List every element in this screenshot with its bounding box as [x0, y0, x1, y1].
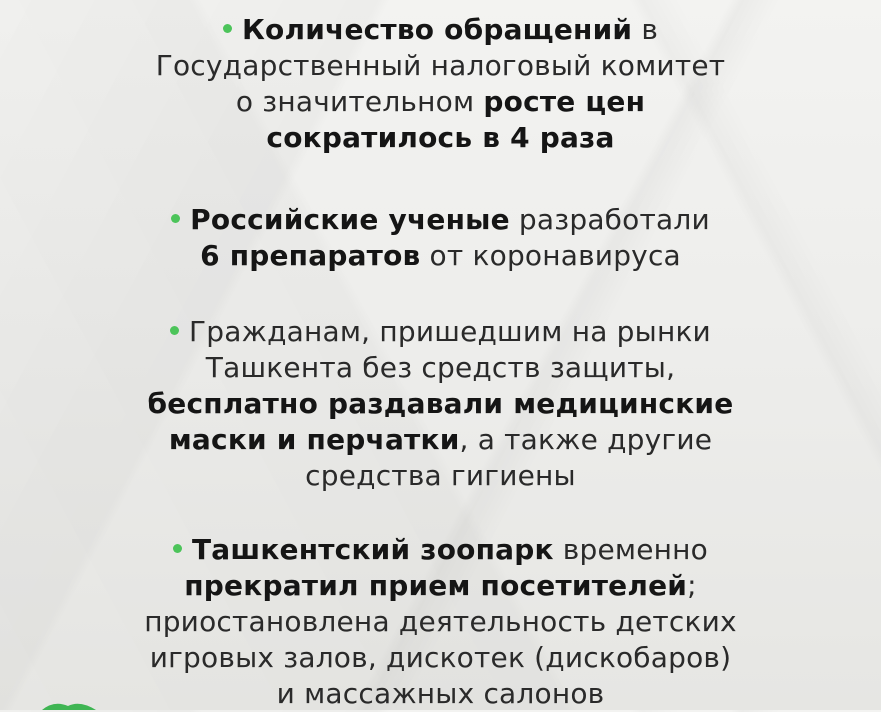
text-line: [0, 532, 881, 568]
text-segment: и массажных салонов: [276, 677, 605, 710]
text-segment: Гражданам, пришедшим на рынки: [189, 315, 711, 348]
text-segment: от коронавируса: [420, 239, 681, 272]
text-segment: Ташкентский зоопарк: [191, 533, 554, 566]
text-segment: Количество обращений: [241, 13, 633, 46]
text-segment: о значительном: [235, 85, 484, 118]
text-segment: приостановлена деятельность детских: [144, 605, 737, 638]
text-segment: Российские ученые: [190, 203, 510, 236]
text-segment: прекратил прием посетителей: [184, 569, 688, 602]
text-segment: 6 препаратов: [200, 239, 421, 272]
text-line: [0, 202, 881, 238]
news-item-free-masks: [0, 314, 881, 494]
text-segment: бесплатно раздавали медицинские: [147, 387, 734, 420]
decorative-leaf-icon: [40, 700, 100, 710]
text-segment: Ташкента без средств защиты,: [205, 351, 676, 384]
news-item-tax-complaints: [0, 12, 881, 156]
bullet-dot-icon: [171, 214, 180, 223]
text-line: [0, 568, 881, 604]
text-segment: в: [632, 13, 659, 46]
text-line: [0, 422, 881, 458]
text-segment: Государственный налоговый комитет: [155, 49, 726, 82]
text-segment: , а также другие: [459, 423, 713, 456]
text-line: [0, 84, 881, 120]
text-line: [0, 314, 881, 350]
bullet-dot-icon: [170, 326, 179, 335]
news-item-russian-scientists: [0, 202, 881, 274]
text-line: [0, 604, 881, 640]
text-line: [0, 350, 881, 386]
text-line: [0, 12, 881, 48]
text-line: [0, 48, 881, 84]
text-line: [0, 386, 881, 422]
leaf-shape: [42, 704, 96, 710]
bullet-dot-icon: [173, 544, 182, 553]
text-segment: ;: [687, 569, 697, 602]
bullet-dot-icon: [223, 24, 232, 33]
text-segment: росте цен: [483, 85, 646, 118]
text-segment: разработали: [509, 203, 710, 236]
text-segment: временно: [553, 533, 708, 566]
text-segment: маски и перчатки: [168, 423, 460, 456]
text-line: [0, 676, 881, 712]
text-line: [0, 120, 881, 156]
text-line: [0, 238, 881, 274]
news-item-tashkent-zoo: [0, 532, 881, 712]
text-segment: сократилось в 4 раза: [266, 121, 615, 154]
text-line: [0, 458, 881, 494]
text-line: [0, 640, 881, 676]
text-segment: средства гигиены: [305, 459, 576, 492]
text-segment: игровых залов, дискотек (дискобаров): [149, 641, 732, 674]
